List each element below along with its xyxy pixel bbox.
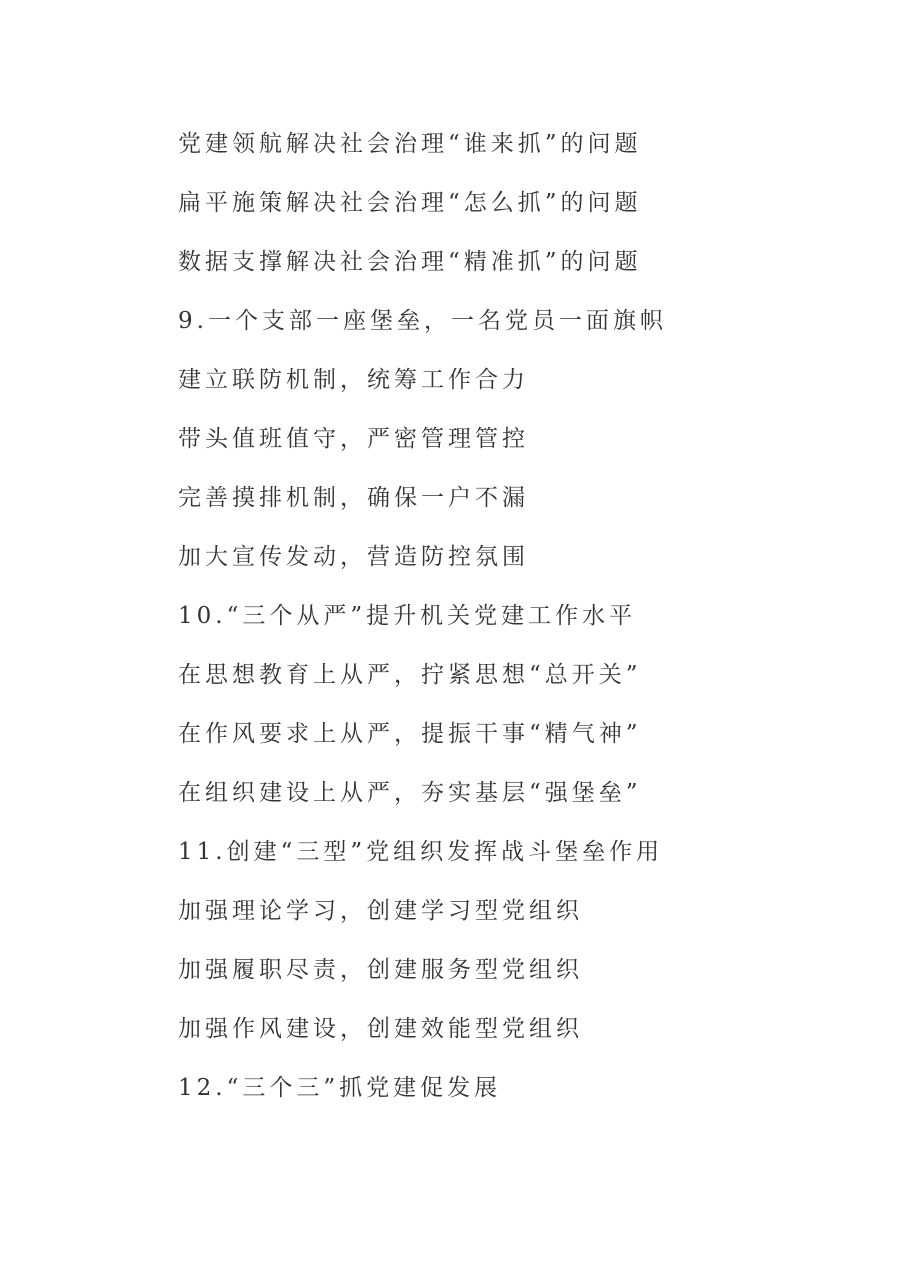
section-heading-10: 10.“三个从严”提升机关党建工作水平 [178, 603, 637, 629]
text-line: 带头值班值守，严密管理管控 [178, 426, 529, 452]
section-heading-11: 11.创建“三型”党组织发挥战斗堡垒作用 [178, 839, 664, 865]
text-line: 在组织建设上从严，夯实基层“强堡垒” [178, 780, 642, 806]
text-line: 数据支撑解决社会治理“精准抓”的问题 [178, 249, 642, 275]
text-line: 在作风要求上从严，提振干事“精气神” [178, 721, 642, 747]
text-line: 建立联防机制，统筹工作合力 [178, 367, 529, 393]
section-heading-9: 9.一个支部一座堡垒，一名党员一面旗帜 [178, 308, 667, 334]
text-lines [178, 126, 878, 1129]
text-line: 扁平施策解决社会治理“怎么抓”的问题 [178, 190, 642, 216]
text-line: 加强理论学习，创建学习型党组织 [178, 898, 583, 924]
text-line: 加强作风建设，创建效能型党组织 [178, 1016, 583, 1042]
text-line: 在思想教育上从严，拧紧思想“总开关” [178, 662, 642, 688]
text-line: 党建领航解决社会治理“谁来抓”的问题 [178, 131, 642, 157]
section-heading-12: 12.“三个三”抓党建促发展 [178, 1075, 502, 1101]
text-line: 加强履职尽责，创建服务型党组织 [178, 957, 583, 983]
text-line: 完善摸排机制，确保一户不漏 [178, 485, 529, 511]
text-line: 加大宣传发动，营造防控氛围 [178, 544, 529, 570]
